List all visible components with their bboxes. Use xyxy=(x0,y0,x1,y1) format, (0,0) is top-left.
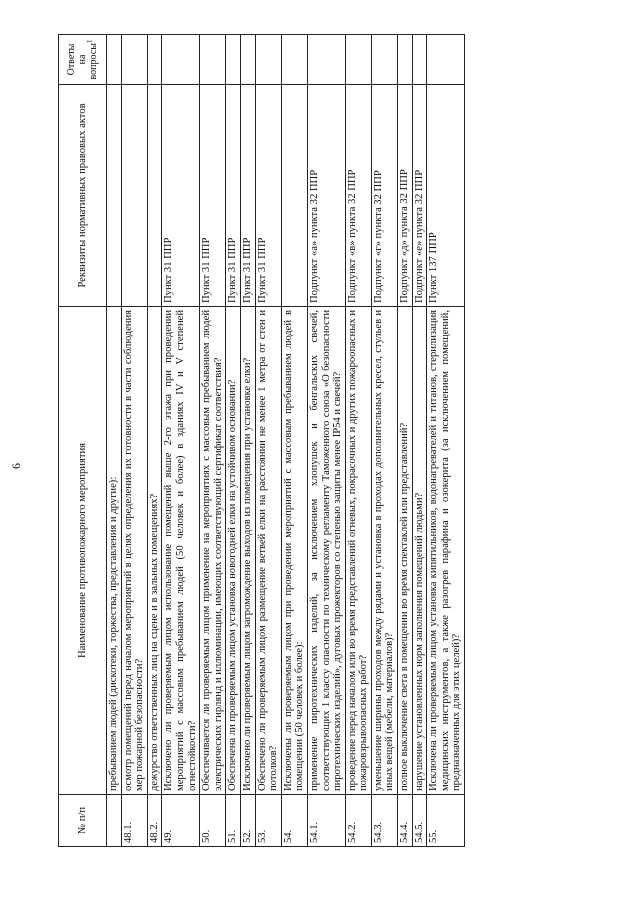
row-requisites xyxy=(121,85,147,307)
row-answer[interactable] xyxy=(427,35,465,85)
row-answer[interactable] xyxy=(345,35,371,85)
row-requisites: Подпункт «е» пункта 32 ППР xyxy=(412,85,427,307)
row-requisites xyxy=(281,85,307,307)
table-row xyxy=(307,35,345,847)
row-number: 54. xyxy=(281,795,307,847)
page-number: 6 xyxy=(9,463,23,469)
row-answer[interactable] xyxy=(307,35,345,85)
row-answer[interactable] xyxy=(371,35,397,85)
row-requisites: Подпункт «а» пункта 32 ППР xyxy=(307,85,345,307)
row-requisites: Подпункт «в» пункта 32 ППР xyxy=(345,85,371,307)
table-row xyxy=(345,35,371,847)
row-requisites: Пункт 31 ППР xyxy=(255,85,281,307)
row-requisites: Пункт 31 ППР xyxy=(200,85,226,307)
table-row xyxy=(162,35,200,847)
row-number: 53. xyxy=(255,795,281,847)
header-name: Наименование противопожарного мероприятия xyxy=(59,307,107,795)
row-requisites: Пункт 31 ППР xyxy=(162,85,200,307)
row-number: 48.2. xyxy=(147,795,162,847)
row-measure: применение пиротехнических изделий, за исключением хлопушек и бенгальских свечей, соответствующих 1 классу опасности по техническому регламенту Таможенного союза «О безопасности пиротехнических изделий», дуговых прожекторов со степенью защиты менее IP54 и свечей? xyxy=(307,307,345,795)
footnote-marker: 1 xyxy=(85,39,94,44)
row-measure: осмотр помещений перед началом мероприятий в целях определения их готовности в части соблюдения мер пожарной безопасности? xyxy=(121,307,147,795)
row-answer[interactable] xyxy=(240,35,255,85)
table-row xyxy=(281,35,307,847)
table-row xyxy=(412,35,427,847)
row-number: 54.4. xyxy=(398,795,413,847)
header-requisites: Реквизиты нормативных правовых актов xyxy=(59,85,107,307)
checklist-table xyxy=(58,34,465,847)
row-number: 54.1. xyxy=(307,795,345,847)
row-answer[interactable] xyxy=(398,35,413,85)
row-measure: дежурство ответственных лиц на сцене и в зальных помещениях? xyxy=(147,307,162,795)
row-number: 49. xyxy=(162,795,200,847)
row-answer[interactable] xyxy=(121,35,147,85)
row-answer[interactable] xyxy=(107,35,122,85)
row-measure: проведение перед началом или во время представлений огневых, покрасочных и других пожароопасных и пожаровзрывоопасных работ? xyxy=(345,307,371,795)
row-requisites: Пункт 31 ППР xyxy=(226,85,241,307)
row-measure: Обеспечена ли проверяемым лицом установка новогодней елки на устойчивом основании? xyxy=(226,307,241,795)
header-answers-label: Ответы на вопросы xyxy=(66,43,99,80)
row-answer[interactable] xyxy=(162,35,200,85)
row-number: 52. xyxy=(240,795,255,847)
header-num: № п/п xyxy=(59,795,107,847)
row-answer[interactable] xyxy=(255,35,281,85)
table-row xyxy=(255,35,281,847)
header-answers xyxy=(59,35,107,85)
row-measure: Исключено ли проверяемым лицом загромождение выходов из помещения при установке елки? xyxy=(240,307,255,795)
row-measure: Исключена ли проверяемым лицом установка кипятильников, водонагревателей и титанов, стерилизация медицинских инструментов, а также разогрев парафина и озокерита (за исключением помещений, предназначенных для этих целей)? xyxy=(427,307,465,795)
row-requisites: Пункт 137 ППР xyxy=(427,85,465,307)
row-measure: нарушение установленных норм заполнения помещений людьми? xyxy=(412,307,427,795)
row-measure: Обеспечено ли проверяемым лицом размещение ветвей елки на расстоянии не менее 1 метра от стен и потолков? xyxy=(255,307,281,795)
row-measure: Исключены ли проверяемым лицом при проведении мероприятий с массовым пребыванием людей в помещении (50 человек и более): xyxy=(281,307,307,795)
row-measure: полное выключение света в помещении во время спектаклей или представлений? xyxy=(398,307,413,795)
row-measure: пребыванием людей (дискотеки, торжества, представления и другие): xyxy=(107,307,122,795)
row-number: 54.2. xyxy=(345,795,371,847)
row-number: 54.5. xyxy=(412,795,427,847)
row-answer[interactable] xyxy=(226,35,241,85)
row-answer[interactable] xyxy=(281,35,307,85)
table-row xyxy=(107,35,122,847)
row-requisites xyxy=(107,85,122,307)
row-answer[interactable] xyxy=(412,35,427,85)
table-row xyxy=(121,35,147,847)
row-requisites: Подпункт «г» пункта 32 ППР xyxy=(371,85,397,307)
row-answer[interactable] xyxy=(200,35,226,85)
row-number: 48.1. xyxy=(121,795,147,847)
table-row xyxy=(398,35,413,847)
table-row xyxy=(226,35,241,847)
table-row xyxy=(147,35,162,847)
row-number: 51. xyxy=(226,795,241,847)
table-row xyxy=(371,35,397,847)
row-number: 54.3. xyxy=(371,795,397,847)
table-row xyxy=(200,35,226,847)
row-number: 50. xyxy=(200,795,226,847)
row-answer[interactable] xyxy=(147,35,162,85)
row-number: 55. xyxy=(427,795,465,847)
row-requisites: Пункт 31 ППР xyxy=(240,85,255,307)
row-requisites xyxy=(147,85,162,307)
row-measure: Исключено ли проверяемым лицом использование помещений выше 2-го этажа при проведении мероприятий с массовым пребыванием людей (50 человек и более) в зданиях IV и V степеней огнестойкости? xyxy=(162,307,200,795)
row-measure: Обеспечивается ли проверяемым лицом применение на мероприятиях с массовым пребыванием людей электрических гирлянд и иллюминации, имеющих соответствующий сертификат соответствия? xyxy=(200,307,226,795)
row-number xyxy=(107,795,122,847)
table-row xyxy=(240,35,255,847)
row-measure: уменьшение ширины проходов между рядами и установка в проходах дополнительных кресел, стульев и иных вещей (мебели, материалов)? xyxy=(371,307,397,795)
row-requisites: Подпункт «д» пункта 32 ППР xyxy=(398,85,413,307)
table-row xyxy=(427,35,465,847)
table-header-row xyxy=(59,35,107,847)
